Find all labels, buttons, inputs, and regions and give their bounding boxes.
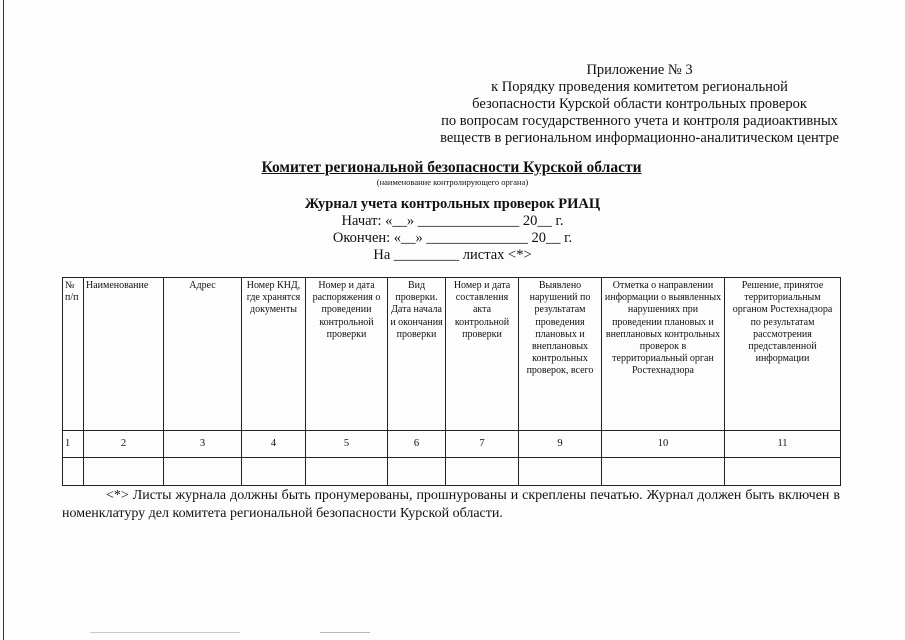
column-number-cell: 7 <box>446 431 519 458</box>
journal-title: Журнал учета контрольных проверок РИАЦ <box>304 196 601 212</box>
scan-artifact <box>90 632 240 633</box>
empty-cell <box>63 458 84 486</box>
empty-cell <box>242 458 306 486</box>
column-number-cell: 3 <box>164 431 242 458</box>
empty-cell <box>446 458 519 486</box>
header-cell-order: Номер и дата распоряжения о проведении контрольной проверки <box>306 278 388 431</box>
header-cell-inspection-type: Вид проверки. Дата начала и окончания проверки <box>388 278 446 431</box>
journal-sheets: На _________ листах <*> <box>373 247 532 263</box>
header-cell-number: № п/п <box>63 278 84 431</box>
footnote: <*> Листы журнала должны быть пронумерованы, прошнурованы и скреплены печатью. Журнал должен быть включен в номенклатуру дел комитета региональной безопасности Курской области. <box>62 488 840 521</box>
organization-block <box>0 159 905 187</box>
column-number-cell: 9 <box>519 431 602 458</box>
column-number-cell: 10 <box>602 431 725 458</box>
empty-cell <box>388 458 446 486</box>
header-cell-address: Адрес <box>164 278 242 431</box>
table-header-row <box>63 278 841 431</box>
table-row <box>63 431 841 458</box>
scan-artifact <box>320 632 370 633</box>
empty-cell <box>602 458 725 486</box>
header-cell-act: Номер и дата составления акта контрольной проверки <box>446 278 519 431</box>
appendix-line: веществ в региональном информационно-аналитическом центре <box>440 130 839 146</box>
empty-cell <box>84 458 164 486</box>
header-cell-decision: Решение, принятое территориальным органом Ростехнадзора по результатам рассмотрения представленной информации <box>725 278 841 431</box>
header-cell-notification: Отметка о направлении информации о выявленных нарушениях при проведении плановых и внеплановых контрольных проверок в территориальный орган Ростехнадзора <box>602 278 725 431</box>
journal-ended: Окончен: «__» ______________ 20__ г. <box>332 230 573 246</box>
empty-cell <box>725 458 841 486</box>
journal-block <box>0 196 905 264</box>
appendix-title: Приложение № 3 <box>586 62 693 78</box>
appendix-line: к Порядку проведения комитетом региональной <box>491 79 788 95</box>
header-cell-name: Наименование <box>84 278 164 431</box>
column-number-cell: 4 <box>242 431 306 458</box>
header-cell-knd: Номер КНД, где хранятся документы <box>242 278 306 431</box>
organization-name: Комитет региональной безопасности Курской области <box>261 159 642 176</box>
column-number-cell: 11 <box>725 431 841 458</box>
column-number-cell: 2 <box>84 431 164 458</box>
column-number-cell: 1 <box>63 431 84 458</box>
column-number-cell: 5 <box>306 431 388 458</box>
empty-cell <box>164 458 242 486</box>
appendix-line: по вопросам государственного учета и контроля радиоактивных <box>441 113 838 129</box>
appendix-header <box>440 62 839 147</box>
scan-edge-line <box>3 0 4 640</box>
journal-started: Начат: «__» ______________ 20__ г. <box>341 213 564 229</box>
table-row <box>63 458 841 486</box>
organization-note: (наименование контролирующего органа) <box>376 177 529 187</box>
header-cell-violations: Выявлено нарушений по результатам проведения плановых и внеплановых контрольных проверок, всего <box>519 278 602 431</box>
column-number-cell: 6 <box>388 431 446 458</box>
appendix-line: безопасности Курской области контрольных проверок <box>472 96 807 112</box>
journal-table <box>62 277 841 486</box>
empty-cell <box>306 458 388 486</box>
empty-cell <box>519 458 602 486</box>
